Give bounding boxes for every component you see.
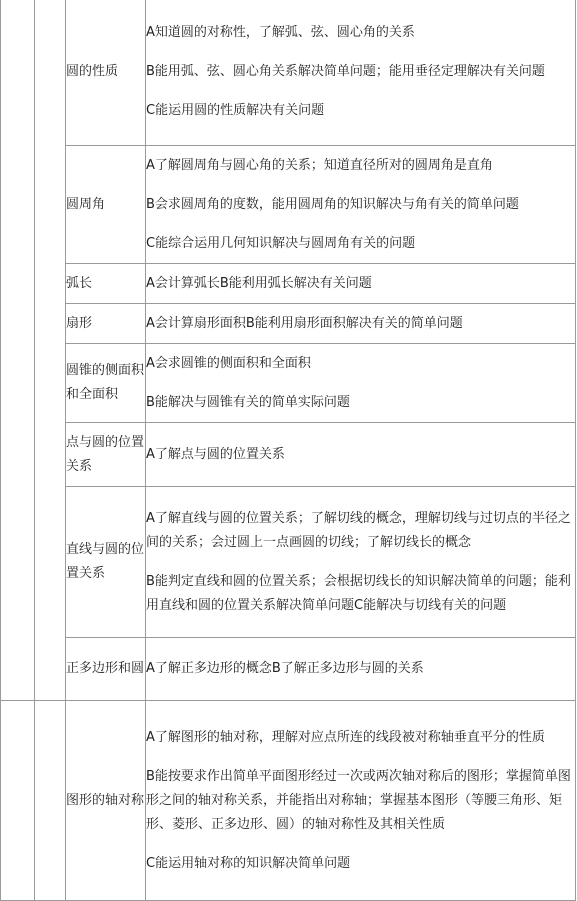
requirement-text: B能判定直线和圆的位置关系；会根据切线长的知识解决简单的问题；能利用直线和圆的位置关系解决简单问题C能解决与切线有关的问题 [146,573,571,613]
table-row [1,423,576,487]
subsection-cell [35,0,66,701]
topic-cell: 正多边形和圆 [66,638,146,701]
topic-cell: 图形的轴对称 [66,701,146,901]
requirement-text: A知道圆的对称性，了解弧、弦、圆心角的关系 [146,25,415,40]
requirement-cell [146,146,576,264]
topic-cell: 点与圆的位置关系 [66,423,146,487]
table-row [1,487,576,638]
topic-cell: 圆的性质 [66,0,146,146]
requirement-text: A了解圆周角与圆心角的关系；知道直径所对的圆周角是直角 [146,157,493,173]
requirement-text: C能运用圆的性质解决有关问题 [146,103,325,118]
requirement-cell [146,487,576,638]
requirement-cell [146,423,576,487]
topic-cell: 直线与圆的位置关系 [66,487,146,638]
topic-cell: 弧长 [66,264,146,304]
requirement-text: B能用弧、弦、圆心角关系解决简单问题；能用垂径定理解决有关问题 [146,64,545,79]
table-row [1,344,576,423]
table-row [1,638,576,701]
requirement-text: A会求圆锥的侧面积和全面积 [146,355,311,371]
table-row [1,264,576,304]
requirement-cell [146,701,576,901]
requirement-cell [146,264,576,304]
requirement-text: A了解正多边形的概念B了解正多边形与圆的关系 [146,661,424,676]
requirement-text: A会计算弧长B能利用弧长解决有关问题 [146,275,372,291]
requirement-text: C能综合运用几何知识解决与圆周角有关的问题 [146,235,416,251]
requirement-text: B能按要求作出简单平面图形经过一次或两次轴对称后的图形；掌握简单图形之间的轴对称关系，并能指出对称轴；掌握基本图形（等腰三角形、矩形、菱形、正多边形、圆）的轴对称性及其相关性质 [146,768,571,832]
requirement-cell [146,304,576,344]
requirement-text: C能运用轴对称的知识解决简单问题 [146,855,351,871]
requirement-text: A会计算扇形面积B能利用扇形面积解决有关的简单问题 [146,315,463,331]
topic-cell: 圆锥的侧面积和全面积 [66,344,146,423]
requirement-text: A了解图形的轴对称，理解对应点所连的线段被对称轴垂直平分的性质 [146,729,545,745]
section-cell [1,701,35,901]
requirement-text: B能解决与圆锥有关的简单实际问题 [146,394,350,410]
topic-cell: 圆周角 [66,146,146,264]
subsection-cell [35,701,66,901]
requirement-cell [146,638,576,701]
table-row [1,0,576,146]
requirement-text: A了解点与圆的位置关系 [146,446,285,462]
requirement-cell [146,344,576,423]
table-row [1,146,576,264]
section-cell [1,0,35,701]
requirement-cell [146,0,576,146]
table-row [1,304,576,344]
requirement-text: B会求圆周角的度数，能用圆周角的知识解决与角有关的简单问题 [146,196,519,212]
topic-cell: 扇形 [66,304,146,344]
requirement-text: A了解直线与圆的位置关系；了解切线的概念，理解切线与过切点的半径之间的关系；会过圆上一点画圆的切线；了解切线长的概念 [146,510,571,550]
table-row [1,701,576,901]
